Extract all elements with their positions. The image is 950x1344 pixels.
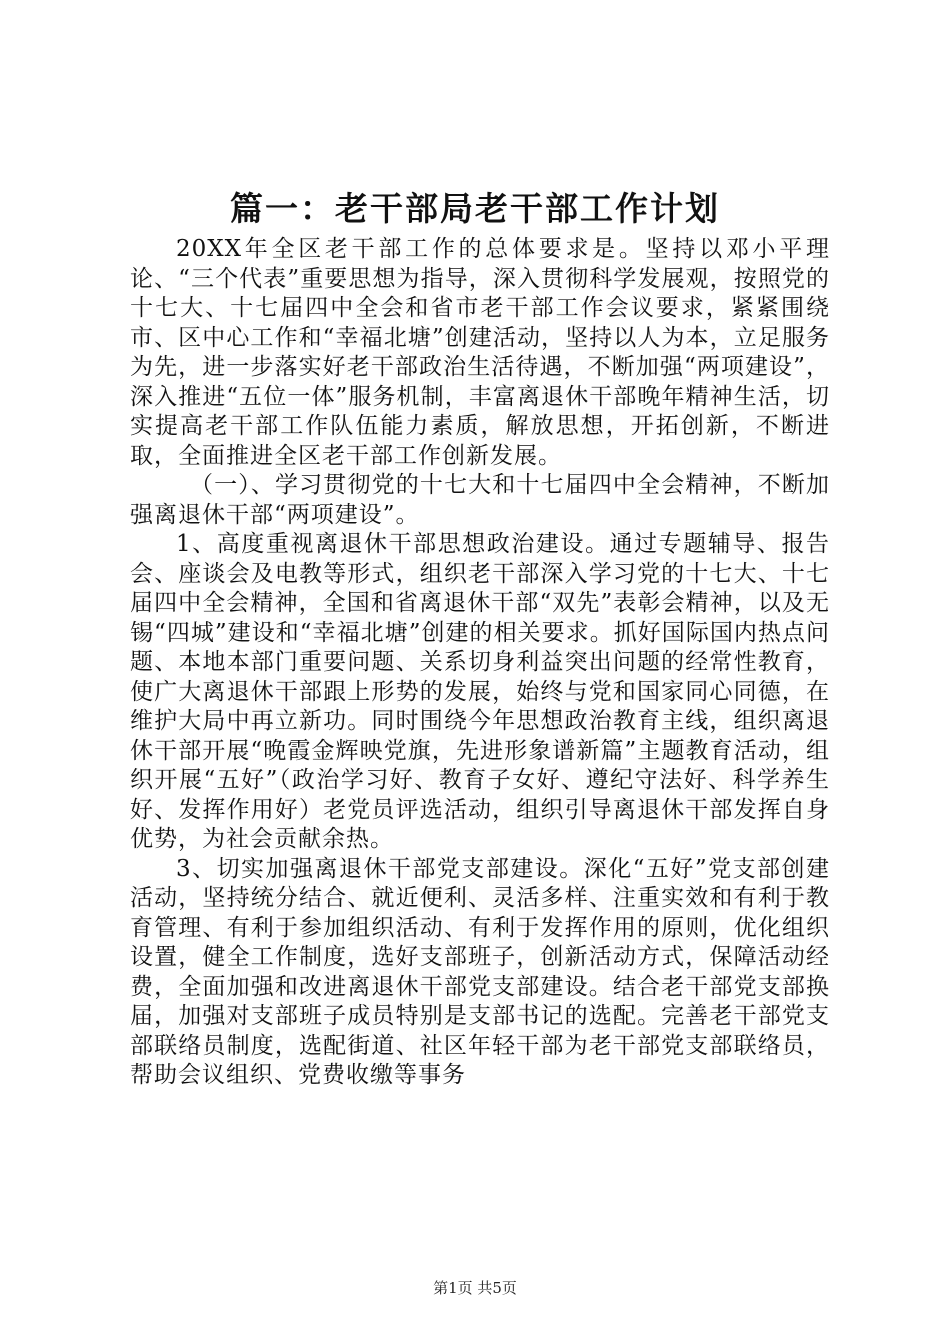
paragraph-section-one-heading: （一）、学习贯彻党的十七大和十七届四中全会精神，不断加强离退休干部“两项建设”。 — [130, 472, 830, 528]
paragraph-item-3: 3、切实加强离退休干部党支部建设。深化“五好”党支部创建活动，坚持统分结合、就近便利、灵活多样、注重实效和有利于教育管理、有利于参加组织活动、有利于发挥作用的原则，优化组织设置，健全工作制度，选好支部班子，创新活动方式，保障活动经费，全面加强和改进离退休干部党支部建设。结合老干部党支部换届，加强对支部班子成员特别是支部书记的选配。完善老干部党支部联络员制度，选配街道、社区年轻干部为老干部党支部联络员，帮助会议组织、党费收缴等事务 — [130, 855, 830, 1088]
page-number-footer: 第1页 共5页 — [433, 1279, 517, 1297]
paragraph-item-1: 1、高度重视离退休干部思想政治建设。通过专题辅导、报告会、座谈会及电教等形式，组织老干部深入学习党的十七大、十七届四中全会精神，全国和省离退休干部“双先”表彰会精神，以及无锡“四城”建设和“幸福北塘”创建的相关要求。抓好国际国内热点问题、本地本部门重要问题、关系切身利益突出问题的经常性教育，使广大离退休干部跟上形势的发展，始终与党和国家同心同德，在维护大局中再立新功。同时围绕今年思想政治教育主线，组织离退休干部开展“晚霞金辉映党旗，先进形象谱新篇”主题教育活动，组织开展“五好”（政治学习好、教育子女好、遵纪守法好、科学养生好、发挥作用好）老党员评选活动，组织引导离退休干部发挥自身优势，为社会贡献余热。 — [130, 531, 830, 852]
paragraph-overall-requirements: 20XX年全区老干部工作的总体要求是。坚持以邓小平理论、“三个代表”重要思想为指导，深入贯彻科学发展观，按照党的十七大、十七届四中全会和省市老干部工作会议要求，紧紧围绕市、区中心工作和“幸福北塘”创建活动，坚持以人为本，立足服务为先，进一步落实好老干部政治生活待遇，不断加强“两项建设”，深入推进“五位一体”服务机制，丰富离退休干部晚年精神生活，切实提高老干部工作队伍能力素质，解放思想，开拓创新，不断进取，全面推进全区老干部工作创新发展。 — [130, 236, 830, 469]
document-body — [130, 235, 830, 1091]
page-title: 篇一：老干部局老干部工作计划 — [230, 189, 720, 228]
